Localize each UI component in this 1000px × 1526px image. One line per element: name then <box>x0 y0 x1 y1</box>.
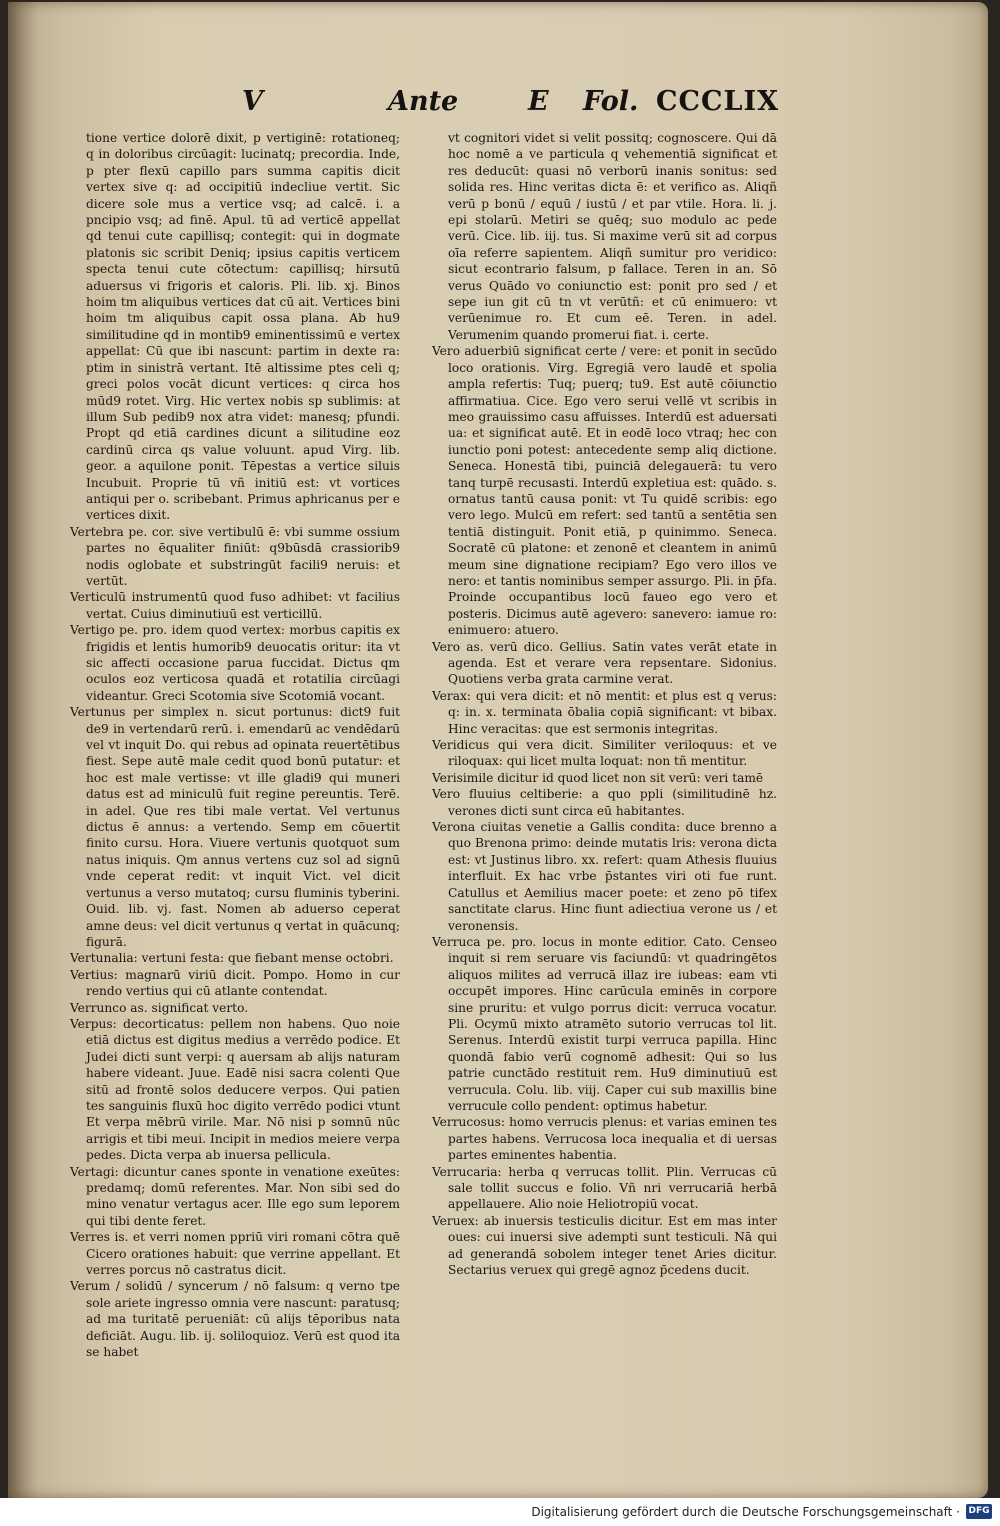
dictionary-entry: Verpus: decorticatus: pellem non habens. Quo noie etiā dictus est digitus medius a verrēdo podice. Et Judei dicti sunt verpi: q auersam ab alijs naturam habere videant. Juue. Eadē nisi sacra colenti Que sitū ad frontē solos deducere verpos. Qui patien tes sanguinis fluxū hoc digito verrēdo podici vtunt Et verpa mēbrū virile. Mar. Nō nisi p somnū nūc arrigis et tibi meui. Incipit in medios meiere verpa pedes. Dicta verpa ab inuersa pellicula. <box>70 1016 400 1163</box>
dictionary-entry: Vero as. verū dico. Gellius. Satin vates verāt etate in agenda. Est et verare vera repsentare. Sidonius. Quotiens verba grata carmine verat. <box>432 639 777 687</box>
dictionary-entry: Vertigo pe. pro. idem quod vertex: morbus capitis ex frigidis et lentis humorib9 deuocatis oritur: ita vt sic affecti occasione parua fuccidat. Dictus qm oculos eoz verticosa quadā et rotatilia circūagi videantur. Greci Scotomia sive Scotomiā vocant. <box>70 623 400 703</box>
right-text-column <box>432 130 777 1278</box>
dictionary-entry: Vero aduerbiū significat certe / vere: et ponit in secūdo loco orationis. Virg. Egregiā vero laudē et spolia ampla refertis: Tuq; puerq; tu9. Est autē cōiunctio affirmatiua. Cice. Ego vero serui vellē vt scribis in meo grauissimo casu affuisses. Interdū est aduersati ua: et significat autē. Et in eodē loco vtraq; hec con iunctio poni potest: antecedente semp aliq dictione. Seneca. Honestā tibi, puinciā delegauerā: tu vero tanq turpē recusasti. Interdū expletiua est: quādo. s. ornatus tantū causa ponit: vt Tu quidē scribis: ego vero lego. Mulcū em refert: sed tantū a sentētia sen tentiā distinguit. Ponit etiā, p quinimmo. Seneca. Socratē cū platone: et zenonē et cleantem in animū meum sine dignatione recipiam? Ego vero illos ve nero: et tantis nominibus semper assurgo. Pli. in p̄fa. Proinde occupantibus locū faueo ego vero et posteris. Dicimus autē agevero: sanevero: iamue ro: enimuero: atuero. <box>432 344 777 638</box>
dictionary-entry: Vero fluuius celtiberie: a quo ppli (similitudinē hz. verones dicti sunt circa eū habitantes. <box>432 787 777 818</box>
dictionary-entry: Verruca pe. pro. locus in monte editior. Cato. Censeo inquit si rem seruare vis faciundū: vt quadringētos aliquos milites ad verrucā illaz ire iubeas: eam vti occupēt impores. Hinc carūcula eminēs in corpore sine pruritu: et vulgo porrus dicit: verruca vocatur. Pli. Ocymū mixto atramēto sutorio verrucas tol lit. Serenus. Interdū existit turpi verruca papilla. Hinc quondā fabio verū cognomē adhesit: Qui so lus patrie cunctādo restituit rem. Hu9 diminutiuū est verrucula. Colu. lib. viij. Caper cui sub maxillis bine verrucule collo pendent: optimus habetur. <box>432 934 777 1113</box>
header-signature-1: V <box>242 86 263 117</box>
dictionary-entry: Verrucaria: herba q verrucas tollit. Plin. Verrucas cū sale tollit succus e folio. Vñ nri verrucariā herbā appellauere. Alio noie Heliotropiū vocat. <box>432 1164 777 1212</box>
dictionary-entry: Verres is. et verri nomen ppriū viri romani cōtra quē Cicero orationes habuit: que verrine appellant. Et verres porcus nō castratus dicit. <box>70 1230 400 1278</box>
book-page <box>8 2 988 1498</box>
running-header <box>238 86 798 126</box>
dictionary-entry: Vertunalia: vertuni festa: que fiebant mense octobri. <box>70 951 394 966</box>
dictionary-entry: Verax: qui vera dicit: et nō mentit: et plus est q verus: q: in. x. terminata ōbalia copiā significant: vt bibax. Hinc veracitas: que est sermonis integritas. <box>432 688 777 736</box>
dictionary-entry: Verona ciuitas venetie a Gallis condita: duce brenno a quo Brenona primo: deinde mutatis lris: verona dicta est: vt Justinus libro. xx. refert: quam Athesis fluuius interfluit. Ex hac vrbe p̄stantes viri oti fue runt. Catullus et Aemilius macer poete: et zeno pō tifex sanctitate clarus. Hinc fiunt adiectiua verone us / et veronensis. <box>432 820 777 933</box>
header-signature-3: E <box>528 86 549 117</box>
page-gutter <box>8 2 38 1498</box>
dictionary-entry: Vertagi: dicuntur canes sponte in venatione exeūtes: predamq; domū referentes. Mar. Non sibi sed do mino venatur vertagus acer. Ille ego sum leporem qui tibi dente feret. <box>70 1164 400 1228</box>
header-folio-label: Fol. <box>583 86 639 117</box>
dictionary-entry: Verrunco as. significat verto. <box>70 1000 249 1015</box>
left-text-column <box>70 130 400 1360</box>
dictionary-entry: Vertebra pe. cor. sive vertibulū ē: vbi summe ossium partes no ēqualiter finiūt: q9būsdā crassiorib9 nodis oglobate et substringūt facili9 neruis: et vertūt. <box>70 524 400 588</box>
header-folio-number: CCCLIX <box>656 86 780 117</box>
dictionary-entry: Verrucosus: homo verrucis plenus: et varias eminen tes partes habens. Verrucosa loca inequalia et di uersas partes eminentes habentia. <box>432 1115 777 1163</box>
dfg-logo: DFG <box>966 1504 992 1519</box>
dictionary-entry: vt cognitori videt si velit possitq; cognoscere. Qui dā hoc nomē a ve particula q vehementiā significat et res deducūt: quasi nō verborū inanis sonitus: sed solida res. Hinc veritas dicta ē: et verifico as. Aliqñ verū p bonū / equū / iustū / et par vtile. Hora. li. j. epi stolarū. Metiri se quēq; suo modulo ac pede verū. Cice. lib. iij. tus. Si maxime verū sit ad corpus oīa referre sapientem. Aliqñ sumitur pro veridico: sicut econtrario falsum, p fallace. Teren in an. Sō verus Quādo vo coniunctio est: ponit pro sed / et sepe iun git cū tn vt verūtñ: et cū enimuero: vt verūenimue ro. Et cum eē. Teren. in adel. Verumenim quando promerui fiat. i. certe. <box>448 131 777 342</box>
dictionary-entry: tione vertice dolorē dixit, p vertiginē: rotationeq; q in doloribus circūagit: lucinatq; precordia. Inde, p pter flexū capillo pars summa capitis dicit vertex sive q: ad occipitiū indecliue vertit. Sic dicere sole mus a vertice vsq; ad calcē. i. a pncipio vsq; ad finē. Apul. tū ad verticē appellat qd tenui cute capillisq; contegit: qui in dogmate platonis sic scribit Deniq; ipsius capitis verticem specta tenui cute cōtectum: capillisq; hirsutū aduersus vi frigoris et caloris. Pli. lib. xj. Binos hoim tm aliquibus vertices dat cū ait. Vertices bini hoim tm aliquibus capit ossa plana. Ab hu9 similitudine qd in montib9 eminentissimū e vertex appellat: Cū que ibi nascunt: partim in dexte ra: ptim in sinistrā vertant. Itē altissime ptes celi q; greci polos vocāt dicunt vertices: q circa hos mūd9 rotet. Virg. Hic vertex nobis sp sublimis: at illum Sub pedib9 nox atra videt: manesq; pfundi. Propt qd etiā cardines dicunt a silitudine eoz cardinū circa qs value voluunt. apud Virg. lib. geor. a aquilone ponit. Tēpestas a vertice siluis Incubuit. Proprie tū vñ initiū est: vt vortices antiqui per o. scribebant. Primus aphricanus per e vertices dixit. <box>86 131 400 523</box>
dictionary-entry: Veridicus qui vera dicit. Similiter veriloquus: et ve riloquax: qui licet multa loquat: non tñ mentitur. <box>432 738 777 769</box>
dictionary-entry: Verum / solidū / syncerum / nō falsum: q verno tpe sole ariete ingresso omnia vere nascunt: paratusq; ad ma turitatē perueniāt: cū alijs tēporibus nata deficiāt. Augu. lib. ij. soliloquioz. Verū est quod ita se habet <box>70 1279 400 1360</box>
dictionary-entry: Vertius: magnarū viriū dicit. Pompo. Homo in cur rendo vertius qui cū atlante contendat. <box>70 967 400 999</box>
dictionary-entry: Veruex: ab inuersis testiculis dicitur. Est em mas inter oues: cui inuersi sive adempti sunt testiculi. Nā qui ad generandā sobolem integer tenet Aries dicitur. Sectarius veruex qui gregē agnoz p̄cedens ducit. <box>432 1213 777 1278</box>
dictionary-entry: Vertunus per simplex n. sicut portunus: dict9 fuit de9 in vertendarū rerū. i. emendarū ac vendēdarū vel vt inquit Do. qui rebus ad opinata reuertētibus fiest. Sepe autē male cedit quod bonū putatur: et hoc est male vertisse: vt ille gladi9 qui muneri datus est ad miniculū fuit regine pereuntis. Terē. in adel. Que res tibi male vertat. Vel vertunus dictus ē annus: a vertendo. Semp em cōuertit finito cursu. Hora. Viuere vertunis quotquot sum natus iniquis. Qm annus vertens cuz sol ad signū vnde ceperat redit: vt inquit Vict. vel dicit vertunus a verso mutatoq; cursu fluminis tyberini. Ouid. lib. vj. fast. Nomen ab aduerso ceperat amne deus: vel dicit vertunus q vertat in quācunq; figurā. <box>70 705 400 949</box>
dictionary-entry: Verticulū instrumentū quod fuso adhibet: vt facilius vertat. Cuius diminutiuū est verticillū. <box>70 590 400 621</box>
dictionary-entry: Verisimile dicitur id quod licet non sit verū: veri tamē <box>432 770 764 785</box>
footer-bar <box>0 1498 1000 1526</box>
footer-credit-text: Digitalisierung gefördert durch die Deutsche Forschungsgemeinschaft · <box>531 1505 960 1519</box>
header-signature-2: Ante <box>388 86 459 117</box>
